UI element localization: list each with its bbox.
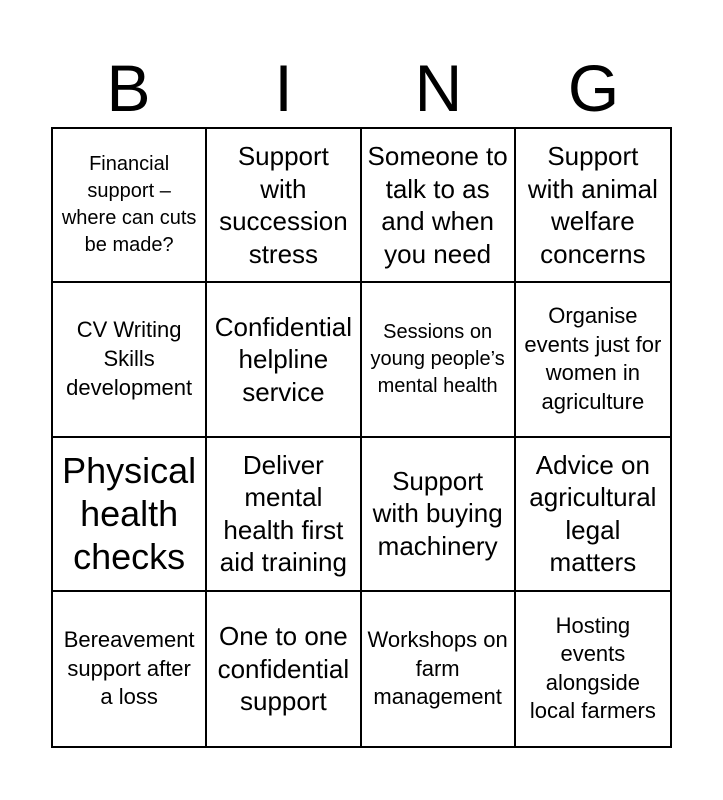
bingo-cell[interactable] (207, 438, 361, 592)
bingo-cell-text: Deliver mental health first aid training (219, 449, 347, 578)
bingo-cell[interactable] (53, 592, 207, 746)
header-letter-b: B (106, 51, 151, 125)
bingo-cell-text: One to one confidential support (217, 621, 350, 717)
bingo-cell[interactable] (207, 129, 361, 283)
bingo-cell-text: Someone to talk to as and when you need (367, 141, 508, 269)
bingo-cell-text: Confidential helpline service (214, 311, 353, 407)
bingo-header (51, 48, 671, 128)
bingo-cell-text: Support with animal welfare concerns (527, 141, 658, 269)
header-letter-g: G (567, 51, 620, 125)
bingo-cell-text: Sessions on young people’s mental health (370, 320, 505, 397)
header-letter-i: I (274, 51, 293, 125)
bingo-cell[interactable] (53, 283, 207, 437)
bingo-cell-text: Workshops on farm management (367, 626, 508, 710)
bingo-cell-text: Physical health checks (62, 449, 197, 578)
bingo-cell[interactable] (362, 129, 516, 283)
bingo-cell[interactable] (53, 129, 207, 283)
bingo-cell[interactable] (53, 438, 207, 592)
bingo-cell[interactable] (516, 283, 670, 437)
bingo-cell-text: Organise events just for women in agriculture (524, 303, 662, 414)
bingo-cell[interactable] (362, 592, 516, 746)
bingo-cell-text: Bereavement support after a loss (63, 626, 195, 710)
bingo-cell[interactable] (362, 283, 516, 437)
bingo-cell[interactable] (207, 283, 361, 437)
bingo-cell-text: Hosting events alongside local farmers (529, 612, 656, 724)
bingo-card-grid (51, 127, 672, 748)
header-letter-n: N (414, 51, 463, 125)
bingo-cell-text: Support with succession stress (219, 141, 348, 269)
bingo-cell[interactable] (362, 438, 516, 592)
bingo-cell-text: CV Writing Skills development (66, 317, 193, 400)
bingo-cell[interactable] (207, 592, 361, 746)
bingo-cell-text: Support with buying machinery (372, 465, 503, 561)
bingo-cell[interactable] (516, 129, 670, 283)
bingo-cell[interactable] (516, 592, 670, 746)
bingo-cell-text: Advice on agricultural legal matters (529, 449, 657, 578)
bingo-cell[interactable] (516, 438, 670, 592)
bingo-cell-text: Financial support – where can cuts be made? (61, 153, 197, 257)
